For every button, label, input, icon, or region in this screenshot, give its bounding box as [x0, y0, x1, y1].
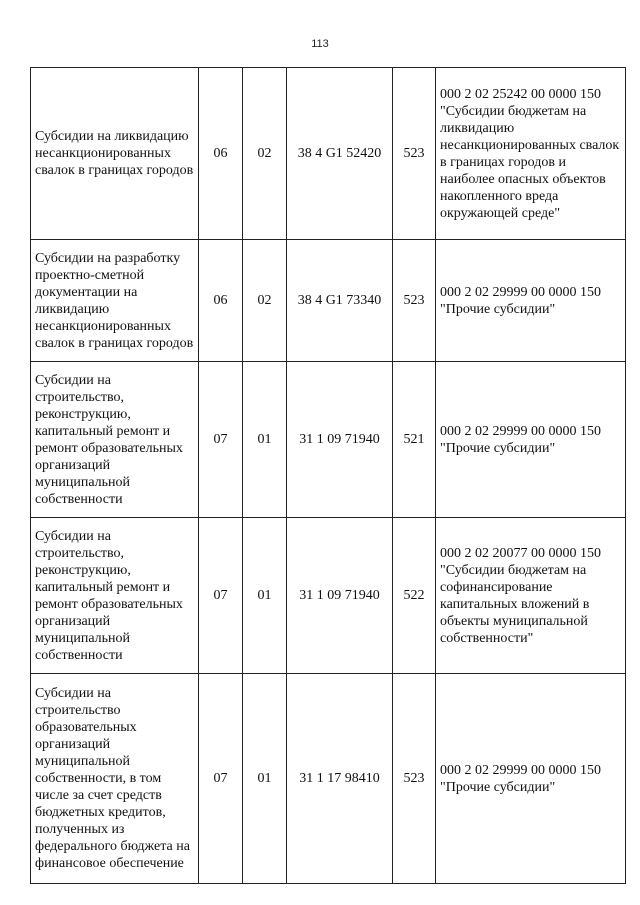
section-cell: 07: [199, 674, 243, 884]
subsection-cell: 01: [243, 518, 287, 674]
target-article-cell: 38 4 G1 73340: [287, 240, 393, 362]
subsection-cell: 01: [243, 674, 287, 884]
section-cell: 07: [199, 518, 243, 674]
budget-table: [30, 67, 626, 884]
expense-type-cell: 523: [393, 240, 436, 362]
target-article-cell: 38 4 G1 52420: [287, 68, 393, 240]
subsection-cell: 01: [243, 362, 287, 518]
expense-type-cell: 521: [393, 362, 436, 518]
table-row: [31, 674, 626, 884]
table-row: [31, 362, 626, 518]
expense-type-cell: 523: [393, 68, 436, 240]
target-article-cell: 31 1 09 71940: [287, 362, 393, 518]
expense-type-cell: 522: [393, 518, 436, 674]
revenue-code-cell: 000 2 02 25242 00 0000 150 "Субсидии бюджетам на ликвидацию несанкционированных свалок в границах городов и наиболее опасных объектов накопленного вреда окружающей среде": [436, 68, 626, 240]
page-number: 113: [311, 38, 329, 50]
row-name-cell: Субсидии на разработку проектно-сметной документации на ликвидацию несанкционированных свалок в границах городов: [31, 240, 199, 362]
table-row: [31, 518, 626, 674]
row-name-cell: Субсидии на строительство, реконструкцию, капитальный ремонт и ремонт образовательных организаций муниципальной собственности: [31, 362, 199, 518]
row-name-cell: Субсидии на строительство, реконструкцию, капитальный ремонт и ремонт образовательных организаций муниципальной собственности: [31, 518, 199, 674]
subsection-cell: 02: [243, 68, 287, 240]
revenue-code-cell: 000 2 02 29999 00 0000 150 "Прочие субсидии": [436, 674, 626, 884]
revenue-code-cell: 000 2 02 20077 00 0000 150 "Субсидии бюджетам на софинансирование капитальных вложений в объекты муниципальной собственности": [436, 518, 626, 674]
section-cell: 06: [199, 68, 243, 240]
expense-type-cell: 523: [393, 674, 436, 884]
target-article-cell: 31 1 09 71940: [287, 518, 393, 674]
revenue-code-cell: 000 2 02 29999 00 0000 150 "Прочие субсидии": [436, 240, 626, 362]
section-cell: 07: [199, 362, 243, 518]
subsection-cell: 02: [243, 240, 287, 362]
target-article-cell: 31 1 17 98410: [287, 674, 393, 884]
revenue-code-cell: 000 2 02 29999 00 0000 150 "Прочие субсидии": [436, 362, 626, 518]
section-cell: 06: [199, 240, 243, 362]
row-name-cell: Субсидии на ликвидацию несанкционированных свалок в границах городов: [31, 68, 199, 240]
table-row: [31, 240, 626, 362]
row-name-cell: Субсидии на строительство образовательных организаций муниципальной собственности, в том числе за счет средств бюджетных кредитов, полученных из федерального бюджета на финансовое обеспечение: [31, 674, 199, 884]
table-row: [31, 68, 626, 240]
